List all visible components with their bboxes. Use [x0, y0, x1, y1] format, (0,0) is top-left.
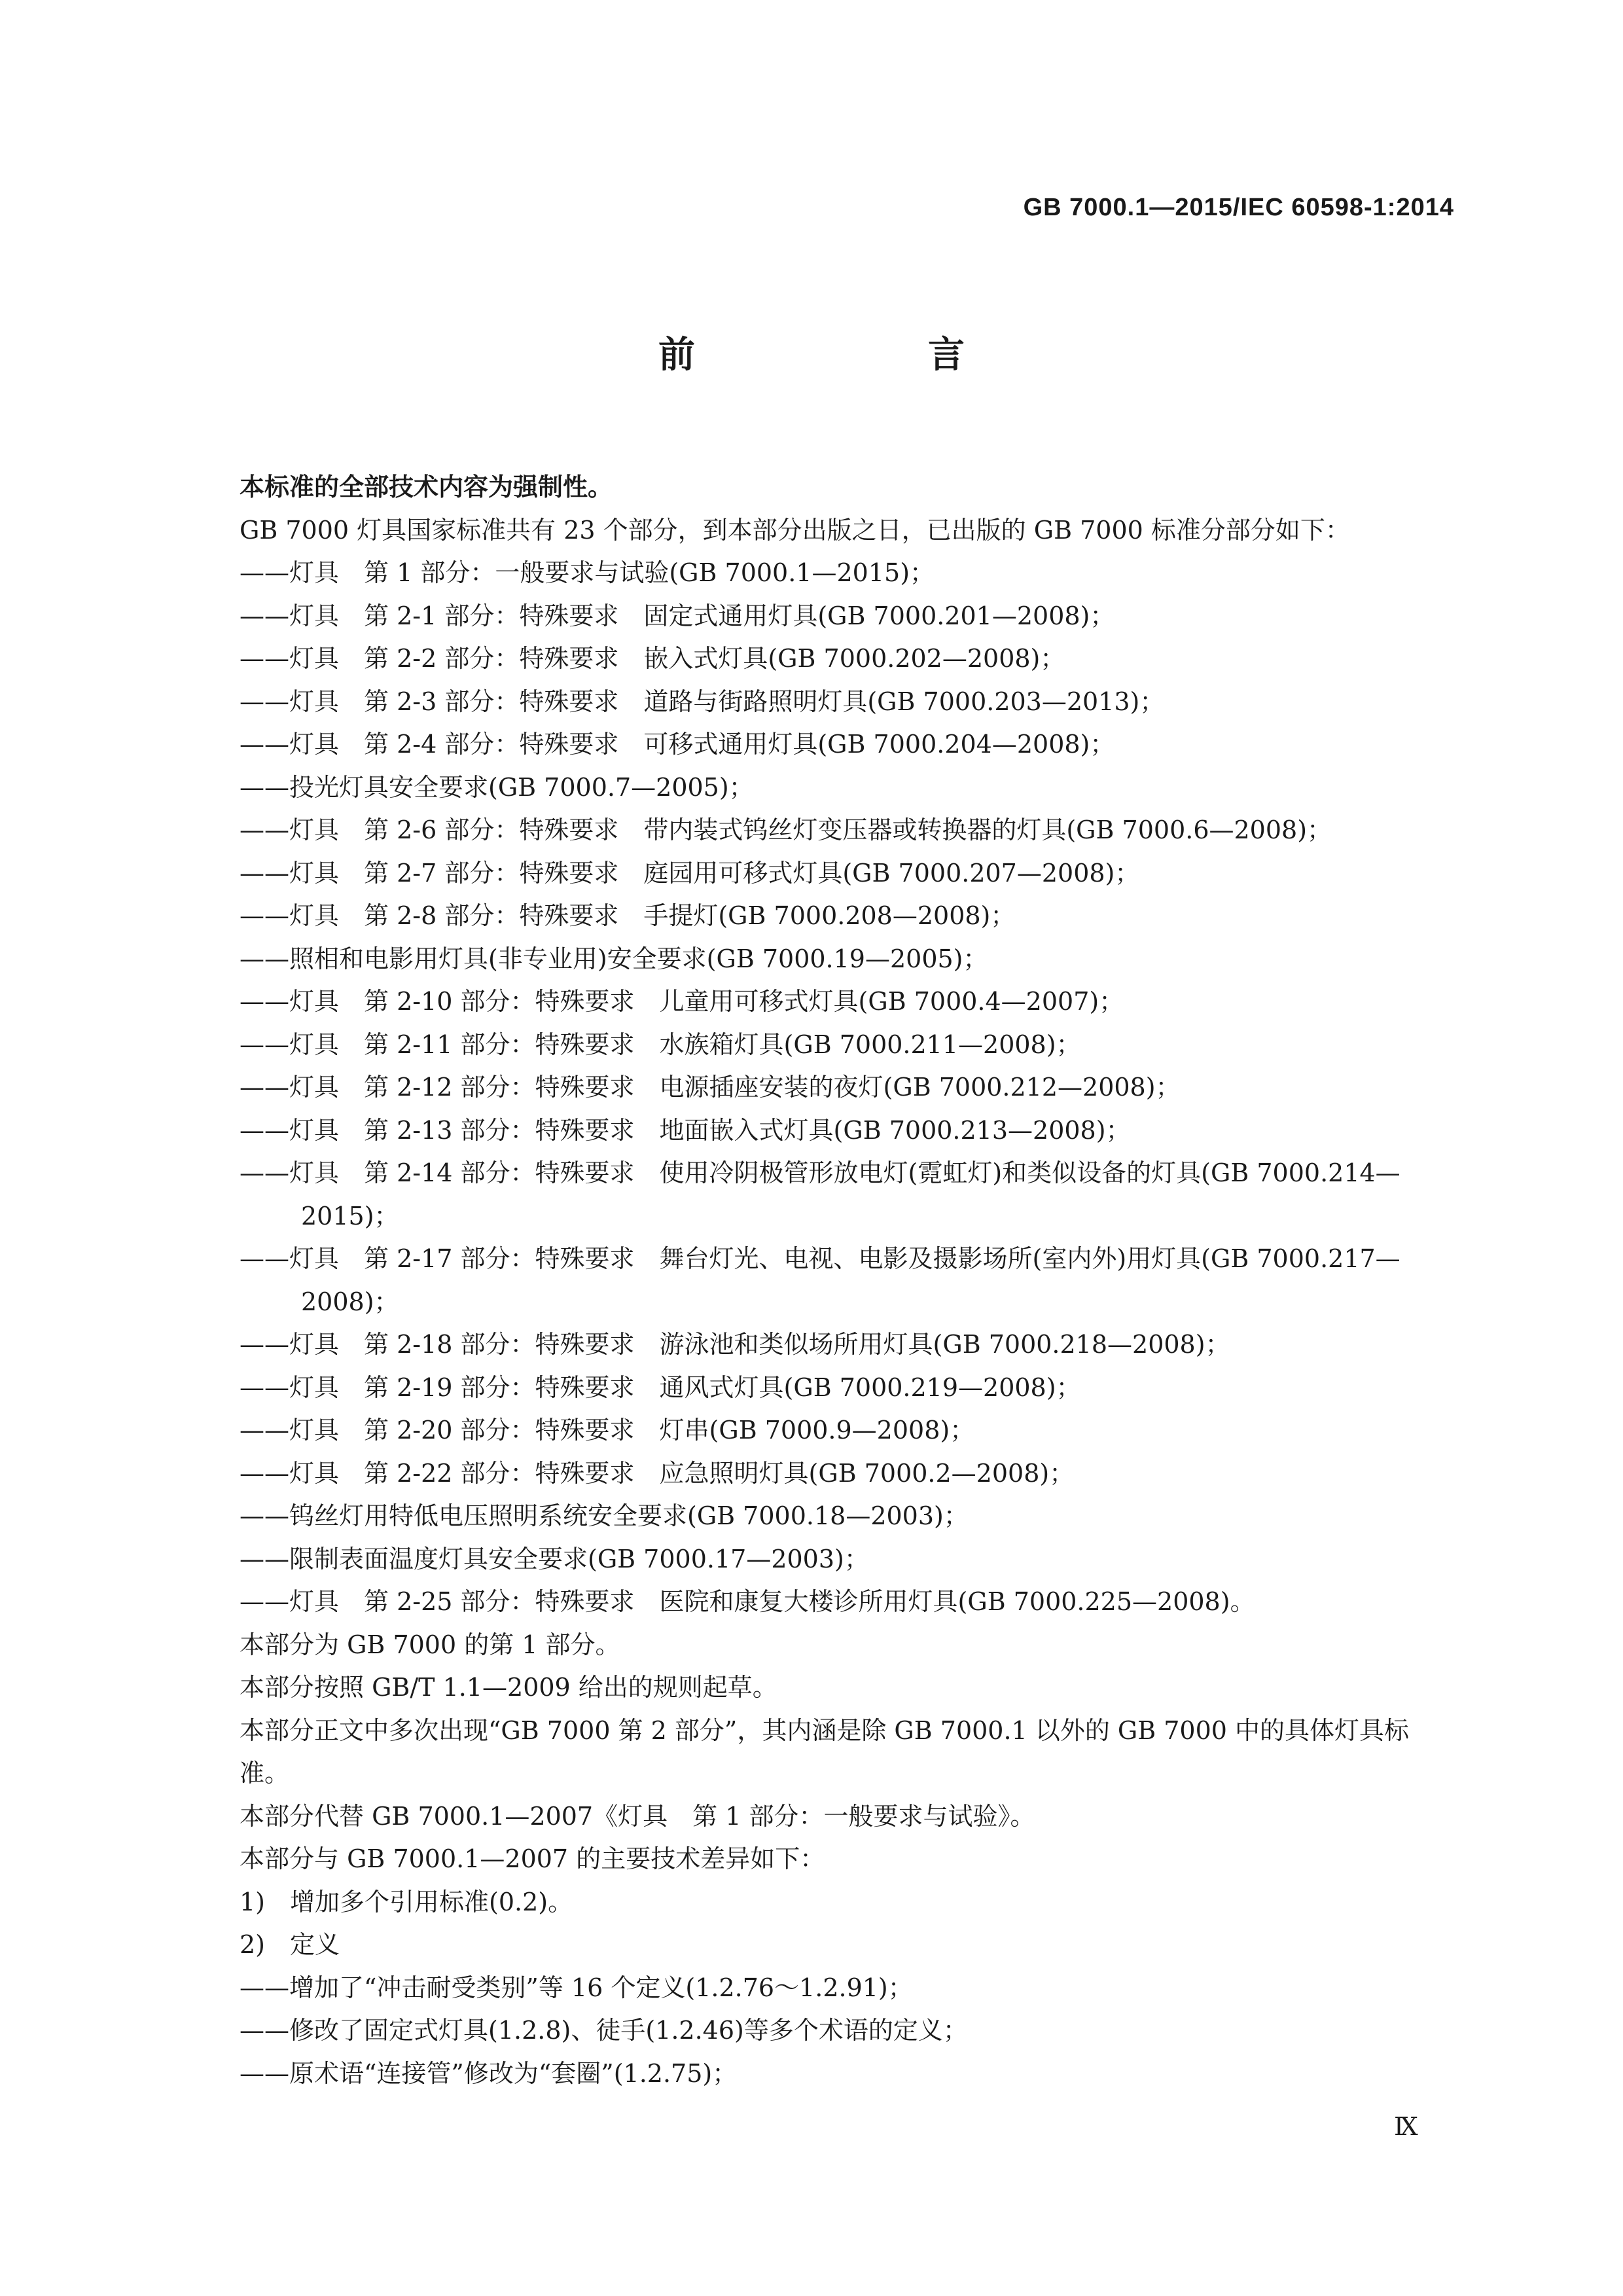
list-item: ——灯具 第 2-17 部分：特殊要求 舞台灯光、电视、电影及摄影场所(室内外)用灯具(GB 7000.217—2008)； [240, 1244, 1400, 1316]
paragraph: 本部分正文中多次出现“GB 7000 第 2 部分”，其内涵是除 GB 7000.1 以外的 GB 7000 中的具体灯具标准。 [240, 1715, 1410, 1787]
list-item: ——照相和电影用灯具(非专业用)安全要求(GB 7000.19—2005)； [240, 944, 988, 973]
list-item: ——灯具 第 2-25 部分：特殊要求 医院和康复大楼诊所用灯具(GB 7000.225—2008)。 [240, 1587, 1255, 1616]
list-item: ——灯具 第 2-22 部分：特殊要求 应急照明灯具(GB 7000.2—2008)； [240, 1458, 1075, 1488]
list-item: ——灯具 第 2-1 部分：特殊要求 固定式通用灯具(GB 7000.201—2008)； [240, 601, 1115, 630]
intro-paragraph: GB 7000 灯具国家标准共有 23 个部分，到本部分出版之日，已出版的 GB 7000 标准分部分如下： [240, 515, 1350, 545]
paragraph: 本部分代替 GB 7000.1—2007《灯具 第 1 部分：一般要求与试验》。 [240, 1801, 1035, 1831]
parts-list [240, 552, 1450, 1624]
differences-list [240, 1881, 1450, 2096]
list-item: 1) 增加多个引用标准(0.2)。 [240, 1887, 573, 1916]
list-item: ——灯具 第 2-13 部分：特殊要求 地面嵌入式灯具(GB 7000.213—2008)； [240, 1115, 1131, 1145]
document-body [240, 466, 1450, 2095]
list-item: ——灯具 第 2-18 部分：特殊要求 游泳池和类似场所用灯具(GB 7000.218—2008)； [240, 1330, 1230, 1359]
list-item: ——灯具 第 2-20 部分：特殊要求 灯串(GB 7000.9—2008)； [240, 1416, 975, 1444]
paragraph: 本部分为 GB 7000 的第 1 部分。 [240, 1630, 620, 1659]
page-title: 前 言 [658, 334, 1063, 376]
list-item: ——灯具 第 2-19 部分：特殊要求 通风式灯具(GB 7000.219—2008)； [240, 1372, 1081, 1402]
list-item: ——灯具 第 2-8 部分：特殊要求 手提灯(GB 7000.208—2008)； [240, 901, 1016, 930]
list-item: ——灯具 第 1 部分：一般要求与试验(GB 7000.1—2015)； [240, 558, 935, 587]
list-item: ——钨丝灯用特低电压照明系统安全要求(GB 7000.18—2003)； [240, 1501, 969, 1530]
list-item: ——灯具 第 2-14 部分：特殊要求 使用冷阴极管形放电灯(霓虹灯)和类似设备的灯具(GB 7000.214—2015)； [240, 1158, 1400, 1230]
list-item: ——灯具 第 2-4 部分：特殊要求 可移式通用灯具(GB 7000.204—2008)； [240, 730, 1115, 759]
list-item: ——限制表面温度灯具安全要求(GB 7000.17—2003)； [240, 1544, 869, 1573]
list-item: ——灯具 第 2-12 部分：特殊要求 电源插座安装的夜灯(GB 7000.212—2008)； [240, 1073, 1181, 1102]
list-item: ——灯具 第 2-3 部分：特殊要求 道路与街路照明灯具(GB 7000.203—2013)； [240, 687, 1165, 716]
paragraph: 本部分按照 GB/T 1.1—2009 给出的规则起草。 [240, 1673, 777, 1702]
list-item: ——灯具 第 2-2 部分：特殊要求 嵌入式灯具(GB 7000.202—2008)； [240, 644, 1065, 673]
list-item: ——投光灯具安全要求(GB 7000.7—2005)； [240, 772, 754, 802]
mandatory-statement: 本标准的全部技术内容为强制性。 [240, 473, 613, 501]
standard-code: GB 7000.1—2015/IEC 60598-1:2014 [1023, 194, 1454, 221]
list-item: ——灯具 第 2-7 部分：特殊要求 庭园用可移式灯具(GB 7000.207—2008)； [240, 858, 1140, 888]
list-item: ——修改了固定式灯具(1.2.8)、徒手(1.2.46)等多个术语的定义； [240, 2016, 968, 2045]
list-item: ——灯具 第 2-11 部分：特殊要求 水族箱灯具(GB 7000.211—2008)； [240, 1030, 1081, 1059]
list-item: 2) 定义 [240, 1930, 340, 1959]
list-item: ——原术语“连接管”修改为“套圈”(1.2.75)； [240, 2058, 738, 2088]
page-number: Ⅸ [1394, 2112, 1418, 2141]
list-item: ——灯具 第 2-10 部分：特殊要求 儿童用可移式灯具(GB 7000.4—2007)； [240, 987, 1124, 1016]
list-item: ——增加了“冲击耐受类别”等 16 个定义(1.2.76～1.2.91)； [240, 1973, 913, 2002]
paragraph: 本部分与 GB 7000.1—2007 的主要技术差异如下： [240, 1844, 825, 1873]
list-item: ——灯具 第 2-6 部分：特殊要求 带内装式钨丝灯变压器或转换器的灯具(GB 7000.6—2008)； [240, 816, 1332, 844]
